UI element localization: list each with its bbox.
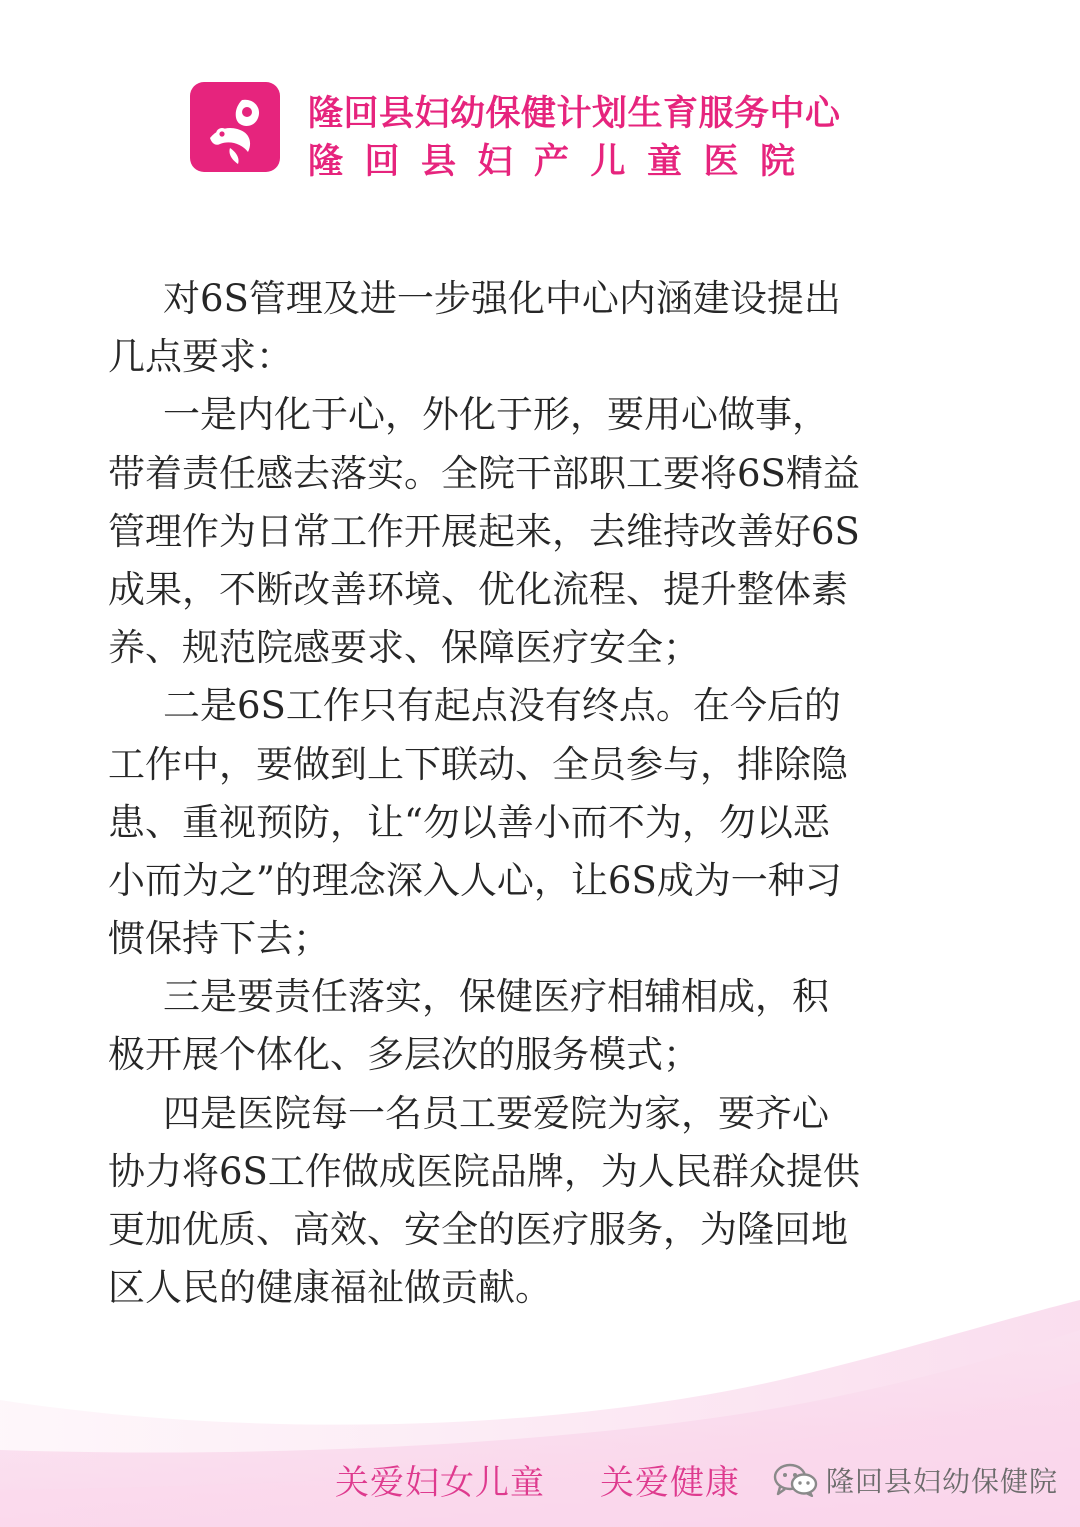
account-name: 隆回县妇幼保健院 xyxy=(826,1465,1059,1498)
letter-line: 工作中，要做到上下联动、全员参与，排除隐 xyxy=(108,742,848,786)
letter-line: 几点要求： xyxy=(108,335,293,379)
org-name-primary: 隆回县妇幼保健计划生育服务中心 xyxy=(308,94,841,134)
letter-line: 患、重视预防，让“勿以善小而不为，勿以恶 xyxy=(108,800,830,844)
letter-line: 更加优质、高效、安全的医疗服务，为隆回地 xyxy=(108,1208,848,1251)
letter-line: 对6S管理及进一步强化中心内涵建设提出 xyxy=(163,277,841,320)
letter-line: 惯保持下去； xyxy=(108,917,330,961)
letter-line: 三是要责任落实，保健医疗相辅相成，积 xyxy=(163,975,829,1019)
wechat-account-watermark xyxy=(772,1462,1058,1498)
letter-line: 养、规范院感要求、保障医疗安全； xyxy=(108,626,700,670)
letter-line: 二是6S工作只有起点没有终点。在今后的 xyxy=(163,684,841,728)
mother-child-logo-icon xyxy=(190,82,280,172)
letter-line: 管理作为日常工作开展起来，去维持改善好6S xyxy=(108,509,860,553)
letter-line: 四是医院每一名员工要爱院为家，要齐心 xyxy=(163,1091,829,1135)
letter-line: 带着责任感去落实。全院干部职工要将6S精益 xyxy=(108,451,860,495)
letter-line: 成果，不断改善环境、优化流程、提升整体素 xyxy=(108,567,848,611)
letter-line: 协力将6S工作做成医院品牌，为人民群众提供 xyxy=(108,1149,860,1193)
letter-body xyxy=(108,270,988,1317)
letter-line: 一是内化于心，外化于形，要用心做事， xyxy=(163,393,829,437)
slogan-care-health: 关爱健康 xyxy=(600,1463,740,1503)
letter-line: 极开展个体化、多层次的服务模式； xyxy=(108,1033,700,1077)
org-name-secondary: 隆回县妇产儿童医院 xyxy=(308,142,817,182)
wechat-icon xyxy=(772,1463,818,1497)
letter-line: 小而为之”的理念深入人心，让6S成为一种习 xyxy=(108,858,842,902)
slogan-care-women-children: 关爱妇女儿童 xyxy=(335,1463,545,1503)
letter-line: 区人民的健康福祉做贡献。 xyxy=(108,1266,552,1310)
